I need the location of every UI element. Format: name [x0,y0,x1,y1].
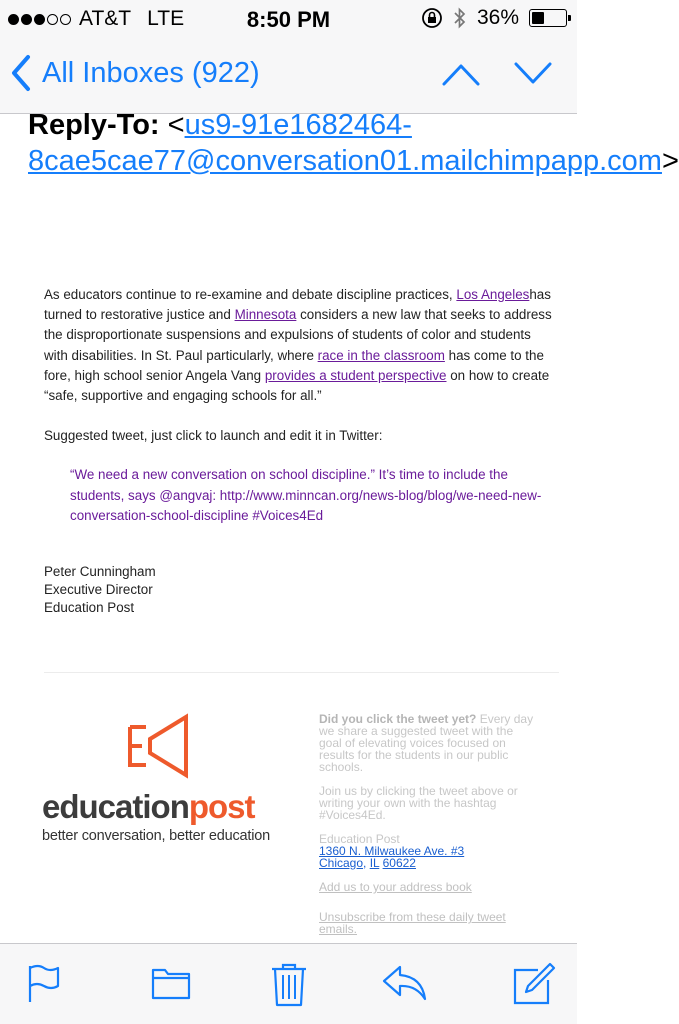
address-state-link[interactable]: IL [369,856,380,870]
footer-question-bold: Did you click the tweet yet? [319,712,477,726]
footer-org: Education Post [319,832,400,846]
next-message-icon[interactable] [513,60,553,88]
signature-name: Peter Cunningham [44,564,156,580]
link-race-in-the-classroom[interactable]: race in the classroom [317,347,445,363]
battery-icon [529,9,567,27]
address-city-link[interactable]: Chicago [319,856,364,870]
reply-to-close: > [661,145,679,177]
carrier-name: AT&T [79,7,132,30]
address-comma: , [363,856,370,870]
article [44,285,554,617]
text: considers a new law that seeks to address the disproportionate suspensions and expulsions of students of color and students with disabilities. In St. Paul particularly, where [44,307,552,363]
logo-wordmark [42,788,282,826]
bluetooth-icon [453,7,467,29]
footer-question-text: Every day we share a suggested tweet with the goal of elevating voices focused on results for the students in our public schools. [319,712,534,774]
text: As educators continue to re-examine and debate discipline practices, [44,287,457,302]
signature-title: Executive Director [44,582,153,598]
add-address-book-link[interactable]: Add us to your address book [319,880,472,894]
footer-question [319,713,534,773]
back-button-label: All Inboxes (922) [42,56,260,89]
network-type: LTE [147,7,185,30]
reply-to-header [28,107,679,179]
intro-paragraph [44,285,554,406]
battery-fill [532,12,544,24]
flag-icon[interactable] [26,962,62,1004]
address-street-link[interactable]: 1360 N. Milwaukee Ave. #3 [319,844,465,858]
link-minnesota[interactable]: Minnesota [234,307,297,323]
text: on how to create “safe, supportive and engaging schools for all.” [44,367,550,404]
reply-to-open: < [167,109,185,141]
status-time: 8:50 PM [246,7,331,32]
logo-word-dark: education [42,788,189,825]
nav-bar [0,38,577,114]
reply-icon[interactable] [380,962,428,1004]
unsubscribe-link[interactable]: Unsubscribe from these daily tweet emails. [319,910,506,936]
education-post-logo [42,713,282,844]
email-footer [319,713,534,947]
footer-join: Join us by clicking the tweet above or writing your own with the hashtag #Voices4Ed. [319,784,518,822]
suggested-tweet-link[interactable]: “We need a new conversation on school discipline.” It’s time to include the students, says @angvaj: http://www.minncan.org/news-blog/blog/we-need-new-conversation-school-discipline #Voices4Ed [70,467,542,523]
status-left [8,7,184,31]
address-zip-link[interactable]: 60622 [382,856,416,870]
reply-to-address-link[interactable]: us9-91e1682464-8cae5cae77@conversation01.mailchimpapp.com [28,109,662,177]
compose-icon[interactable] [512,962,556,1006]
link-los-angeles[interactable]: Los Angeles [456,287,530,302]
rotation-lock-icon [421,7,443,29]
signature [44,563,554,617]
logo-word-orange: post [188,788,255,825]
previous-message-icon[interactable] [441,60,481,88]
suggested-tweet-intro: Suggested tweet, just click to launch and edit it in Twitter: [44,428,383,444]
signature-org: Education Post [44,600,135,616]
signal-strength-icon [8,14,71,25]
folder-icon[interactable] [150,962,192,1004]
text: has turned to restorative justice and [44,287,551,323]
back-button[interactable] [10,54,260,92]
message-body[interactable] [0,109,679,943]
battery-percent: 36% [476,6,519,29]
bottom-toolbar [0,943,577,1024]
reply-to-label: Reply-To: [28,109,160,141]
text: has come to the fore, high school senior Angela Vang [44,347,544,383]
logo-tagline: better conversation, better education [42,828,270,844]
chevron-left-icon [10,54,32,92]
status-bar [0,0,577,38]
trash-icon[interactable] [270,962,308,1008]
footer-address [319,833,534,869]
megaphone-icon [126,713,192,779]
message-navigation [441,60,553,88]
link-student-perspective[interactable]: provides a student perspective [264,367,447,383]
status-right [421,6,567,30]
divider [44,672,559,673]
